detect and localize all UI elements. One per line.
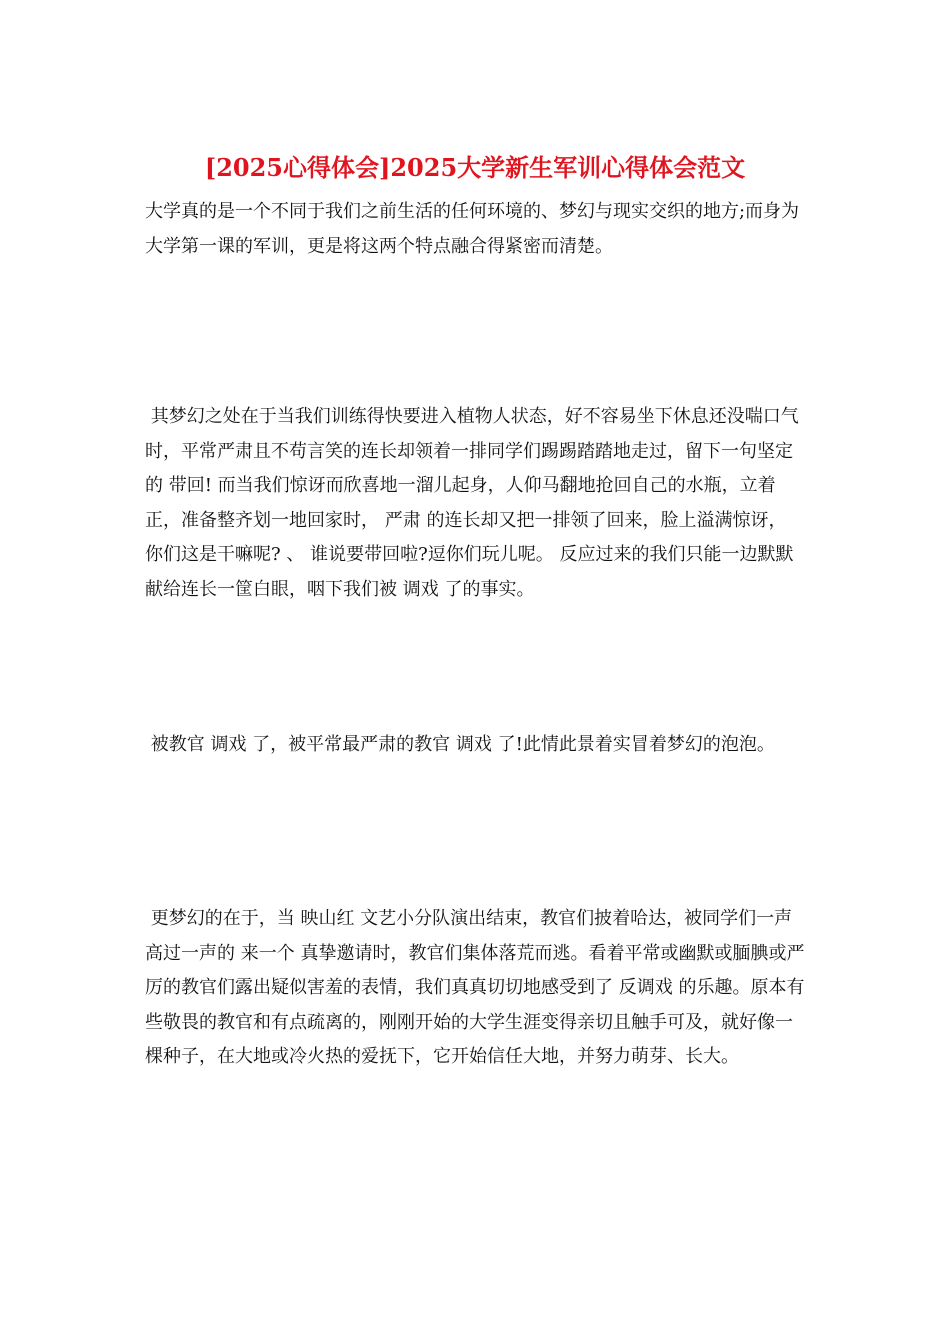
paragraph-3: 被教官 调戏 了，被平常最严肃的教官 调戏 了!此情此景着实冒着梦幻的泡泡。 (145, 734, 775, 755)
paragraph-1: 大学真的是一个不同于我们之前生活的任何环境的、梦幻与现实交织的地方;而身为大学第一课的军训，更是将这两个特点融合得紧密而清楚。 (145, 201, 800, 257)
paragraph-4: 更梦幻的在于，当 映山红 文艺小分队演出结束，教官们披着哈达，被同学们一声高过一声的 来一个 真挚邀请时，教官们集体落荒而逃。看着平常或幽默或腼腆或严厉的教官们露出疑似害羞的表情，我们真真切切地感受到了 反调戏 的乐趣。原本有些敬畏的教官和有点疏离的，刚刚开始的大学生涯变得亲切且触手可及，就好像一棵种子，在大地或冷火热的爱抚下，它开始信任大地，并努力萌芽、长大。 (145, 908, 805, 1067)
paragraph-2: 其梦幻之处在于当我们训练得快要进入植物人状态，好不容易坐下休息还没喘口气时，平常严肃且不苟言笑的连长却领着一排同学们踢踢踏踏地走过，留下一句坚定的 带回! 而当我们惊讶而欣喜地一溜儿起身，人仰马翻地抢回自己的水瓶，立着正，准备整齐划一地回家时， 严肃 的连长却又把一排领了回来，脸上溢满惊讶， 你们这是干嘛呢? 、 谁说要带回啦?逗你们玩儿呢。 反应过来的我们只能一边默默献给连长一筐白眼，咽下我们被 调戏 了的事实。 (145, 406, 799, 600)
document-title: [2025心得体会]2025大学新生军训心得体会范文 (204, 153, 746, 182)
